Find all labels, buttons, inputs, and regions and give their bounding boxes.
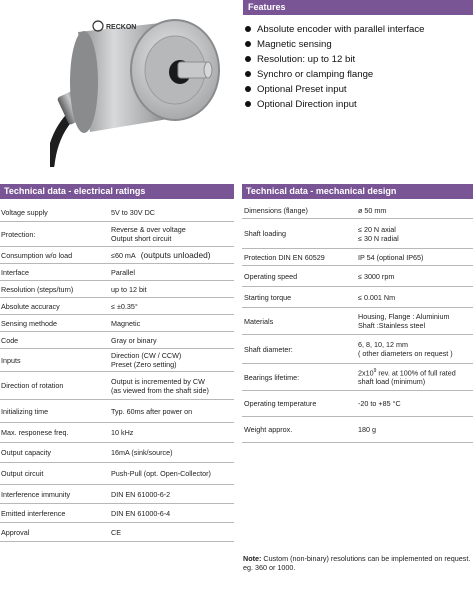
row-value-text: 16mA (sink/source)	[111, 448, 173, 457]
list-item: Absolute encoder with parallel interface	[243, 22, 424, 37]
row-value	[111, 351, 234, 369]
row-label: Voltage supply	[1, 207, 48, 217]
footnote	[243, 554, 475, 572]
row-label: Dimensions (flange)	[244, 206, 308, 215]
row-label: Initializing time	[1, 406, 49, 416]
table-row	[242, 203, 473, 219]
row-value	[111, 509, 234, 518]
electrical-table	[0, 203, 234, 542]
table-row	[242, 287, 473, 308]
row-value	[111, 285, 234, 294]
row-value	[358, 312, 473, 330]
table-row	[0, 523, 234, 542]
row-label: Max. responese freq.	[1, 428, 69, 437]
row-label: Protection:	[1, 229, 36, 239]
row-label: Resolution (steps/turn)	[1, 284, 74, 294]
bullet-icon	[245, 86, 251, 92]
table-row	[242, 219, 473, 249]
table-row	[242, 308, 473, 335]
table-row	[242, 335, 473, 364]
bullet-icon	[245, 71, 251, 77]
row-value	[358, 272, 473, 281]
row-value	[358, 206, 473, 215]
row-label: Protection DIN EN 60529	[244, 252, 325, 262]
table-row	[0, 504, 234, 523]
table-row	[0, 423, 234, 443]
list-item: Optional Direction input	[243, 97, 424, 112]
row-value	[358, 253, 473, 262]
table-row	[0, 247, 234, 264]
row-value-text: ≤ ±0.35°	[111, 301, 138, 311]
row-value	[111, 250, 234, 261]
row-value-text: Parallel	[111, 267, 135, 277]
row-value	[111, 407, 234, 416]
row-value-text: Direction (CW / CCW) Preset (Zero setting)	[111, 351, 182, 369]
table-row	[0, 315, 234, 332]
note-label: Note:	[243, 554, 262, 563]
row-label: Absolute accuracy	[1, 301, 60, 311]
row-value-note: (outputs unloaded)	[140, 249, 211, 260]
row-value-text: CE	[111, 527, 121, 537]
row-label: Operating temperature	[244, 399, 317, 408]
row-value-text: DIN EN 61000-6-4	[111, 508, 171, 518]
row-label: Shaft loading	[244, 229, 286, 238]
row-label: Output capacity	[1, 448, 51, 457]
row-value	[111, 428, 234, 437]
row-value-text: Gray or binary	[111, 335, 157, 345]
electrical-section-header: Technical data - electrical ratings	[0, 184, 234, 199]
row-value-base: 2x10	[358, 368, 374, 378]
note-text: Custom (non-binary) resolutions can be implemented on request. eg. 360 or 1000.	[243, 554, 471, 572]
row-value-text: ≤ 3000 rpm	[358, 271, 395, 281]
row-label: Bearings lifetime:	[244, 372, 300, 382]
row-value-text: Push-Pull (opt. Open-Collector)	[111, 469, 211, 478]
bullet-icon	[245, 56, 251, 62]
bullet-icon	[245, 26, 251, 32]
table-row	[242, 266, 473, 287]
row-value-text: ≤60 mA	[111, 250, 136, 260]
row-label: Approval	[1, 527, 30, 537]
row-value-text: Housing, Flange : Aluminium Shaft :Stainless steel	[358, 312, 450, 330]
table-row	[0, 400, 234, 423]
row-label: Direction of rotation	[1, 381, 64, 390]
table-row	[242, 364, 473, 391]
row-value-text: ≤ 20 N axial ≤ 30 N radial	[358, 224, 399, 243]
row-label: Weight approx.	[244, 425, 293, 434]
row-value	[111, 528, 234, 537]
row-label: Materials	[244, 316, 274, 326]
table-row	[0, 281, 234, 298]
row-value-text: 10 kHz	[111, 428, 134, 437]
row-value	[111, 490, 234, 499]
row-value-text: DIN EN 61000-6-2	[111, 489, 171, 499]
row-value	[358, 340, 473, 358]
row-value	[358, 293, 473, 302]
row-value-text: -20 to +85 °C	[358, 399, 401, 408]
row-value-exponent: 9	[373, 367, 377, 374]
table-row	[242, 417, 473, 443]
row-label: Operating speed	[244, 271, 298, 281]
table-row	[0, 222, 234, 247]
row-label: Code	[1, 335, 19, 345]
table-row	[0, 349, 234, 372]
row-label: Shaft diameter:	[244, 344, 293, 354]
mechanical-table	[242, 203, 473, 443]
row-value	[111, 469, 234, 478]
reckon-logo	[93, 21, 136, 31]
row-value	[111, 225, 234, 243]
row-value-text: ≤ 0.001 Nm	[358, 292, 396, 302]
row-label: Sensing methode	[1, 318, 57, 328]
row-value	[358, 225, 473, 243]
row-label: Output circuit	[1, 469, 44, 478]
table-row	[0, 332, 234, 349]
bullet-icon	[245, 101, 251, 107]
row-value	[111, 377, 234, 395]
row-label: Emitted interference	[1, 508, 66, 518]
table-row	[0, 443, 234, 463]
row-value	[358, 368, 473, 386]
row-value	[111, 336, 234, 345]
row-value-text: up to 12 bit	[111, 284, 147, 294]
row-value	[111, 319, 234, 328]
row-value-text: Typ. 60ms after power on	[111, 406, 193, 416]
row-label: Starting torque	[244, 292, 292, 302]
row-value	[358, 425, 473, 434]
list-item: Optional Preset input	[243, 82, 424, 97]
row-value-text: IP 54 (optional IP65)	[358, 252, 424, 262]
row-label: Inputs	[1, 355, 21, 365]
row-value	[111, 208, 234, 217]
table-row	[242, 391, 473, 417]
row-value	[111, 448, 234, 457]
row-value	[111, 268, 234, 277]
row-label: Consumption w/o load	[1, 250, 73, 260]
row-value-text: 6, 8, 10, 12 mm ( other diameters on request )	[358, 340, 453, 358]
row-label: Interface	[1, 267, 29, 277]
row-value-text: Magnetic	[111, 318, 141, 328]
row-value-text: 180 g	[358, 425, 376, 434]
row-value-text: Output is incremented by CW (as viewed from the shaft side)	[111, 376, 209, 395]
row-label: Interference immunity	[1, 489, 71, 499]
row-value-text: rev. at 100% of full rated shaft load (minimum)	[358, 368, 456, 387]
list-item: Resolution: up to 12 bit	[243, 52, 424, 67]
features-header: Features	[243, 0, 473, 15]
table-row	[242, 249, 473, 266]
table-row	[0, 264, 234, 281]
row-value-text: 5V to 30V DC	[111, 207, 155, 217]
encoder-product-image	[50, 2, 235, 167]
list-item: Synchro or clamping flange	[243, 67, 424, 82]
table-row	[0, 298, 234, 315]
features-list	[243, 22, 424, 112]
table-row	[0, 463, 234, 485]
list-item: Magnetic sensing	[243, 37, 424, 52]
row-value-text: Reverse & over voltage Output short circuit	[111, 225, 186, 243]
row-value	[111, 302, 234, 311]
table-row	[0, 203, 234, 222]
bullet-icon	[245, 41, 251, 47]
svg-text:RECKON: RECKON	[106, 24, 137, 31]
row-value	[358, 399, 473, 408]
row-value-text: ø 50 mm	[358, 206, 387, 215]
table-row	[0, 372, 234, 400]
table-row	[0, 485, 234, 504]
mechanical-section-header: Technical data - mechanical design	[242, 184, 473, 199]
